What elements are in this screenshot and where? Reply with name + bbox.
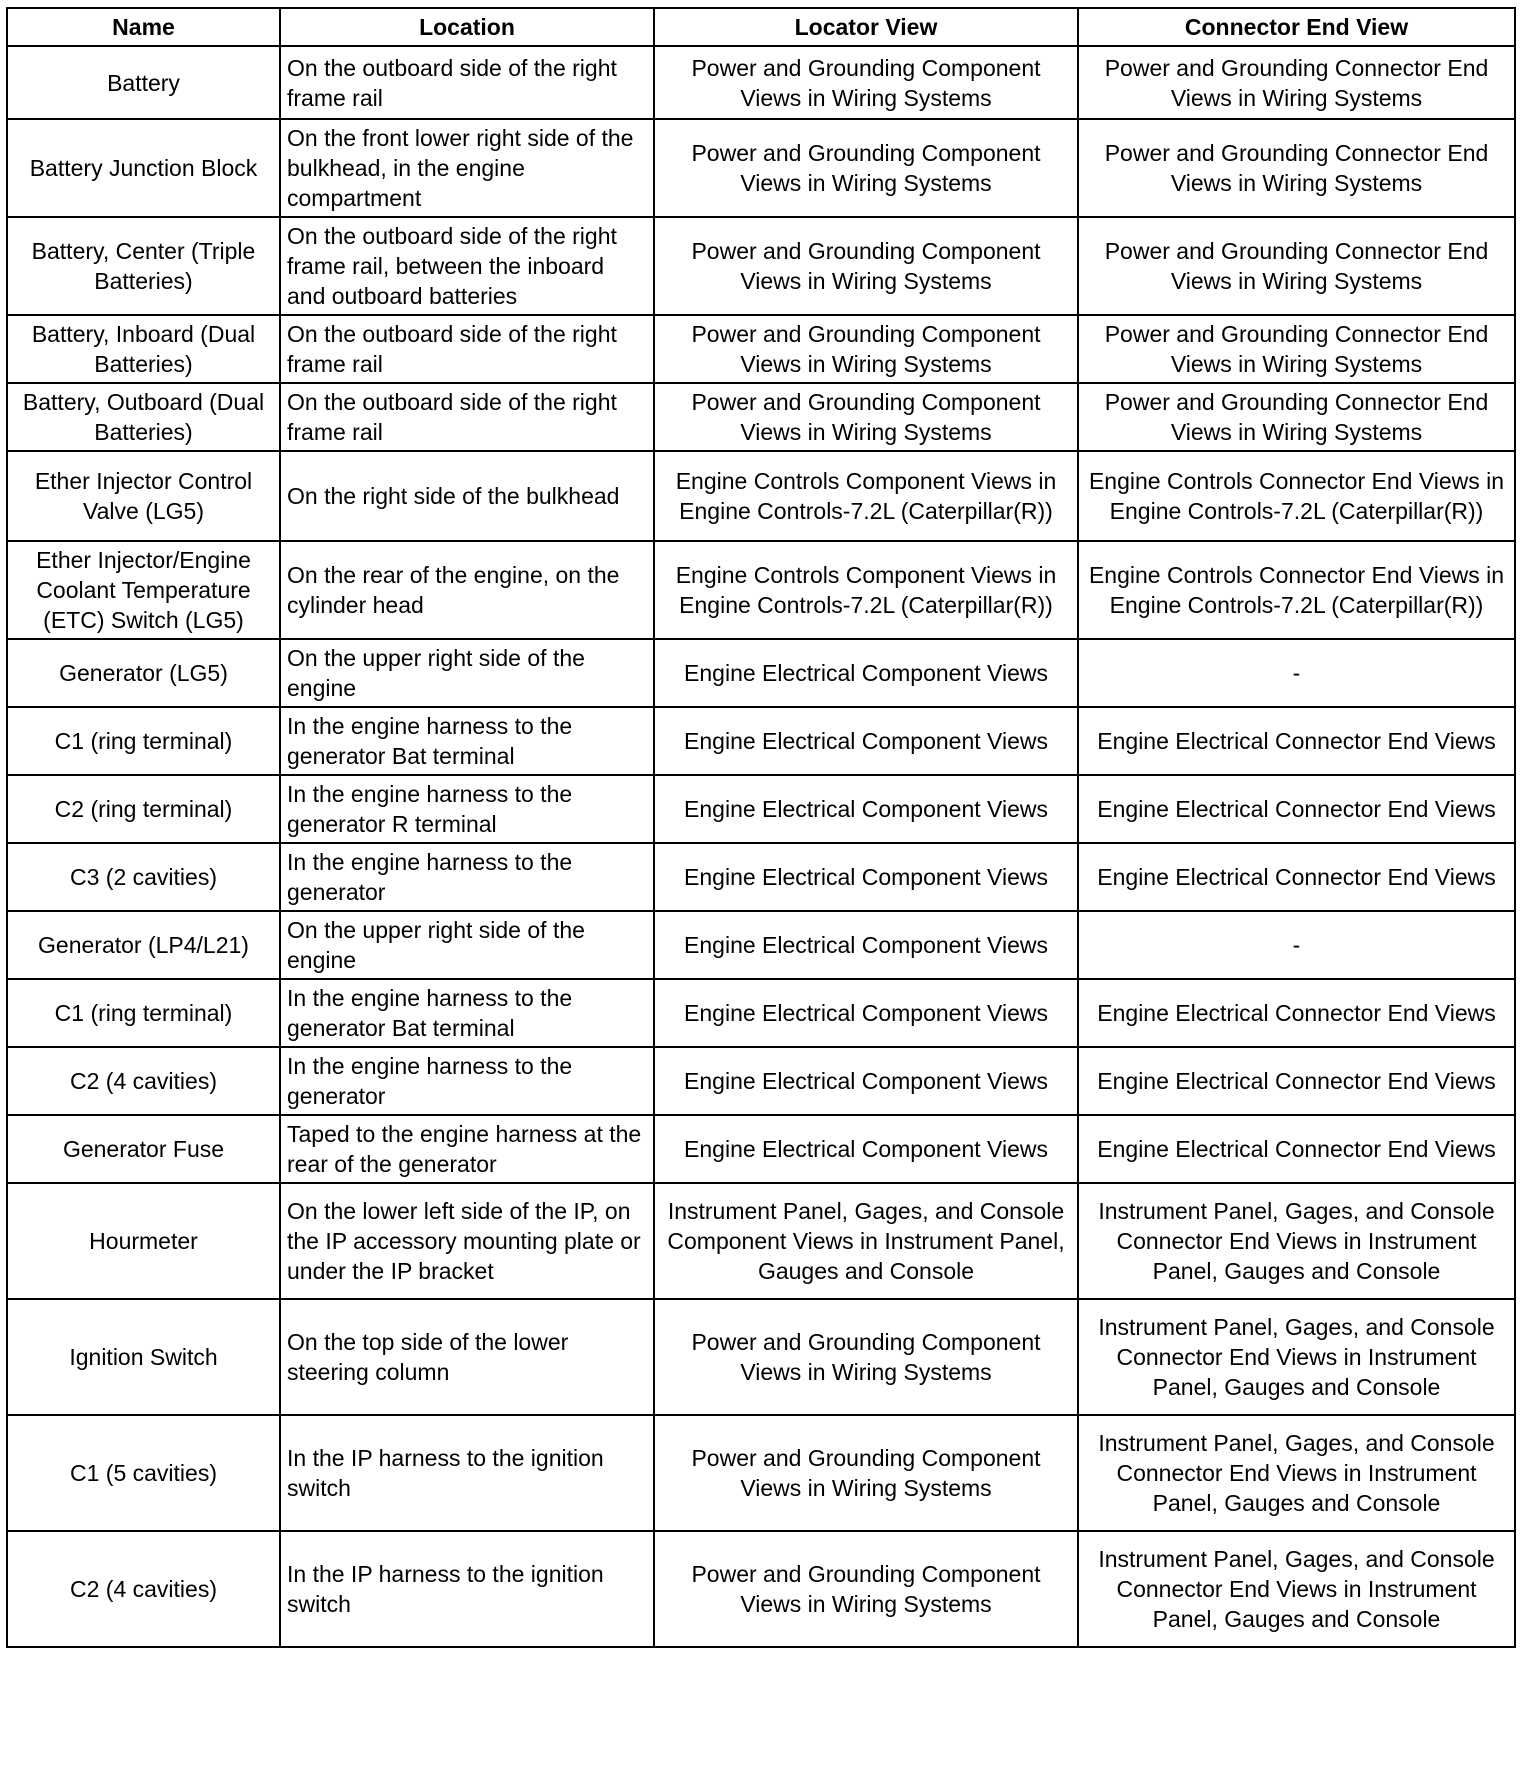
table-row (7, 1183, 1515, 1299)
cell-location: On the top side of the lower steering column (280, 1299, 654, 1415)
cell-connector-end-view: Engine Electrical Connector End Views (1078, 979, 1515, 1047)
cell-connector-end-view: Engine Electrical Connector End Views (1078, 1115, 1515, 1183)
cell-locator-view: Power and Grounding Component Views in Wiring Systems (654, 1531, 1078, 1647)
cell-location: In the engine harness to the generator Bat terminal (280, 707, 654, 775)
table-row (7, 119, 1515, 217)
cell-locator-view: Engine Electrical Component Views (654, 911, 1078, 979)
cell-location: On the front lower right side of the bulkhead, in the engine compartment (280, 119, 654, 217)
table-row (7, 383, 1515, 451)
cell-name: Battery Junction Block (7, 119, 280, 217)
header-locator-view: Locator View (654, 8, 1078, 46)
cell-locator-view: Power and Grounding Component Views in Wiring Systems (654, 383, 1078, 451)
cell-connector-end-view: Engine Controls Connector End Views in Engine Controls-7.2L (Caterpillar(R)) (1078, 451, 1515, 541)
cell-location: On the upper right side of the engine (280, 639, 654, 707)
cell-connector-end-view: Power and Grounding Connector End Views in Wiring Systems (1078, 315, 1515, 383)
cell-locator-view: Power and Grounding Component Views in Wiring Systems (654, 1299, 1078, 1415)
cell-location: On the outboard side of the right frame rail, between the inboard and outboard batteries (280, 217, 654, 315)
cell-name: C1 (ring terminal) (7, 979, 280, 1047)
cell-locator-view: Engine Controls Component Views in Engine Controls-7.2L (Caterpillar(R)) (654, 451, 1078, 541)
cell-locator-view: Power and Grounding Component Views in Wiring Systems (654, 46, 1078, 119)
cell-connector-end-view: Instrument Panel, Gages, and Console Connector End Views in Instrument Panel, Gauges and Console (1078, 1183, 1515, 1299)
table-row (7, 46, 1515, 119)
cell-name: C1 (ring terminal) (7, 707, 280, 775)
cell-locator-view: Engine Controls Component Views in Engine Controls-7.2L (Caterpillar(R)) (654, 541, 1078, 639)
cell-connector-end-view: Instrument Panel, Gages, and Console Connector End Views in Instrument Panel, Gauges and Console (1078, 1531, 1515, 1647)
cell-connector-end-view: Engine Electrical Connector End Views (1078, 775, 1515, 843)
cell-connector-end-view: Power and Grounding Connector End Views in Wiring Systems (1078, 119, 1515, 217)
cell-name: Battery, Inboard (Dual Batteries) (7, 315, 280, 383)
cell-locator-view: Engine Electrical Component Views (654, 639, 1078, 707)
cell-locator-view: Instrument Panel, Gages, and Console Component Views in Instrument Panel, Gauges and Console (654, 1183, 1078, 1299)
table-row (7, 775, 1515, 843)
cell-name: Hourmeter (7, 1183, 280, 1299)
cell-location: Taped to the engine harness at the rear of the generator (280, 1115, 654, 1183)
cell-name: C2 (ring terminal) (7, 775, 280, 843)
cell-connector-end-view: Power and Grounding Connector End Views in Wiring Systems (1078, 46, 1515, 119)
cell-locator-view: Power and Grounding Component Views in Wiring Systems (654, 1415, 1078, 1531)
cell-name: Generator Fuse (7, 1115, 280, 1183)
cell-location: In the engine harness to the generator (280, 1047, 654, 1115)
cell-locator-view: Engine Electrical Component Views (654, 1047, 1078, 1115)
cell-name: Generator (LP4/L21) (7, 911, 280, 979)
cell-locator-view: Engine Electrical Component Views (654, 1115, 1078, 1183)
cell-connector-end-view: Engine Controls Connector End Views in Engine Controls-7.2L (Caterpillar(R)) (1078, 541, 1515, 639)
table-row (7, 911, 1515, 979)
header-row (7, 8, 1515, 46)
cell-location: On the rear of the engine, on the cylinder head (280, 541, 654, 639)
cell-name: C3 (2 cavities) (7, 843, 280, 911)
cell-connector-end-view: Engine Electrical Connector End Views (1078, 1047, 1515, 1115)
cell-name: C1 (5 cavities) (7, 1415, 280, 1531)
cell-name: Ignition Switch (7, 1299, 280, 1415)
cell-connector-end-view: - (1078, 639, 1515, 707)
cell-locator-view: Engine Electrical Component Views (654, 979, 1078, 1047)
header-name: Name (7, 8, 280, 46)
cell-connector-end-view: Engine Electrical Connector End Views (1078, 707, 1515, 775)
cell-name: Ether Injector Control Valve (LG5) (7, 451, 280, 541)
cell-connector-end-view: Instrument Panel, Gages, and Console Connector End Views in Instrument Panel, Gauges and Console (1078, 1299, 1515, 1415)
cell-location: On the right side of the bulkhead (280, 451, 654, 541)
cell-location: On the outboard side of the right frame rail (280, 383, 654, 451)
cell-name: Battery, Outboard (Dual Batteries) (7, 383, 280, 451)
table-row (7, 451, 1515, 541)
header-location: Location (280, 8, 654, 46)
table-row (7, 639, 1515, 707)
cell-connector-end-view: - (1078, 911, 1515, 979)
table-row (7, 315, 1515, 383)
cell-locator-view: Power and Grounding Component Views in Wiring Systems (654, 315, 1078, 383)
cell-connector-end-view: Engine Electrical Connector End Views (1078, 843, 1515, 911)
table-row (7, 979, 1515, 1047)
table-row (7, 1047, 1515, 1115)
cell-location: In the IP harness to the ignition switch (280, 1415, 654, 1531)
table-row (7, 1415, 1515, 1531)
cell-location: On the outboard side of the right frame rail (280, 46, 654, 119)
cell-name: Generator (LG5) (7, 639, 280, 707)
cell-location: On the lower left side of the IP, on the IP accessory mounting plate or under the IP bracket (280, 1183, 654, 1299)
table-body (7, 46, 1515, 1647)
table-row (7, 1115, 1515, 1183)
table-row (7, 707, 1515, 775)
table-row (7, 1531, 1515, 1647)
cell-location: On the outboard side of the right frame rail (280, 315, 654, 383)
cell-connector-end-view: Power and Grounding Connector End Views in Wiring Systems (1078, 217, 1515, 315)
cell-location: In the engine harness to the generator R terminal (280, 775, 654, 843)
cell-connector-end-view: Instrument Panel, Gages, and Console Connector End Views in Instrument Panel, Gauges and Console (1078, 1415, 1515, 1531)
cell-locator-view: Engine Electrical Component Views (654, 775, 1078, 843)
table-row (7, 541, 1515, 639)
cell-connector-end-view: Power and Grounding Connector End Views in Wiring Systems (1078, 383, 1515, 451)
cell-location: In the IP harness to the ignition switch (280, 1531, 654, 1647)
cell-locator-view: Engine Electrical Component Views (654, 843, 1078, 911)
cell-name: C2 (4 cavities) (7, 1047, 280, 1115)
component-locator-table (6, 7, 1516, 1648)
table-row (7, 843, 1515, 911)
cell-location: In the engine harness to the generator (280, 843, 654, 911)
cell-name: Battery (7, 46, 280, 119)
cell-locator-view: Power and Grounding Component Views in Wiring Systems (654, 217, 1078, 315)
cell-location: In the engine harness to the generator Bat terminal (280, 979, 654, 1047)
cell-location: On the upper right side of the engine (280, 911, 654, 979)
cell-locator-view: Engine Electrical Component Views (654, 707, 1078, 775)
cell-name: C2 (4 cavities) (7, 1531, 280, 1647)
cell-locator-view: Power and Grounding Component Views in Wiring Systems (654, 119, 1078, 217)
cell-name: Battery, Center (Triple Batteries) (7, 217, 280, 315)
table-row (7, 1299, 1515, 1415)
table-row (7, 217, 1515, 315)
cell-name: Ether Injector/Engine Coolant Temperature (ETC) Switch (LG5) (7, 541, 280, 639)
header-connector-end-view: Connector End View (1078, 8, 1515, 46)
